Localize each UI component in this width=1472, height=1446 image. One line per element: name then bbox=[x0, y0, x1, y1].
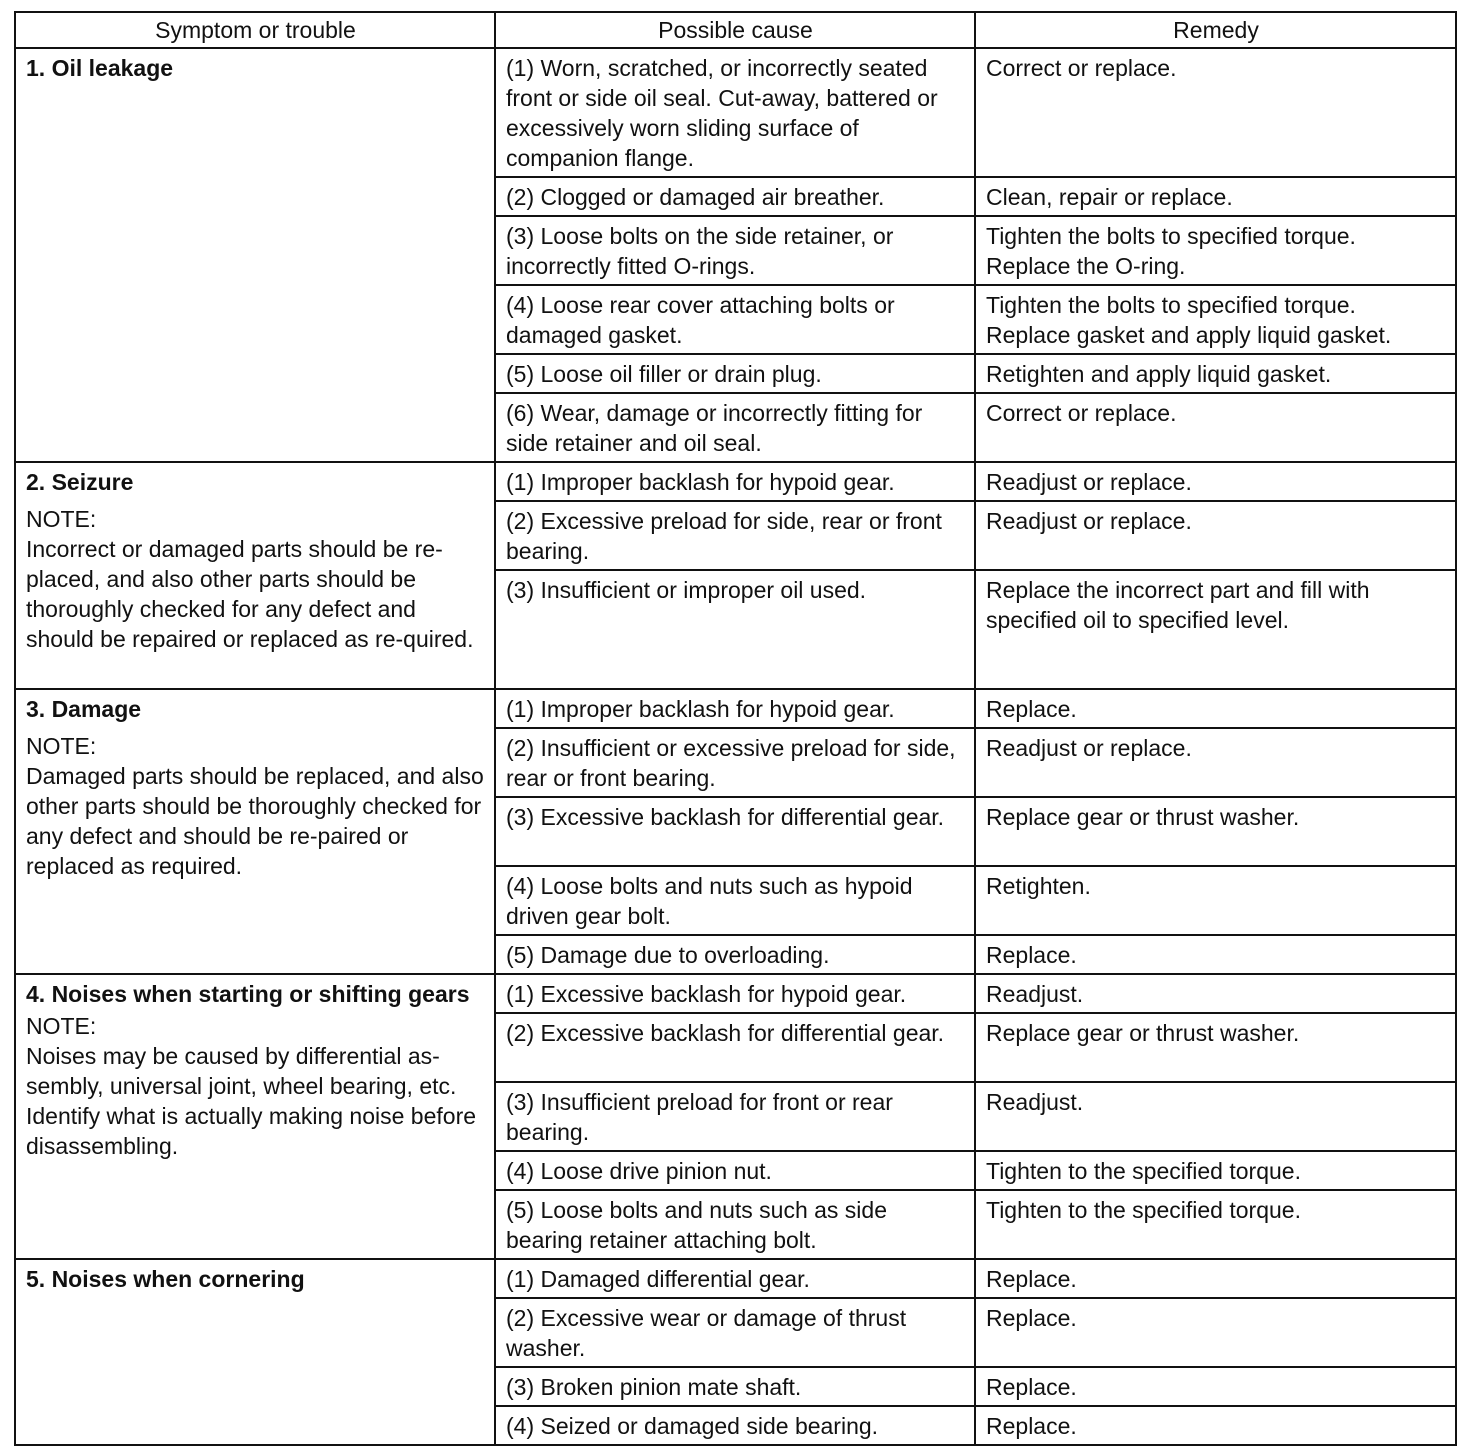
remedy-cell: Tighten the bolts to specified torque. Replace gasket and apply liquid gasket. bbox=[975, 285, 1456, 354]
remedy-cell: Replace the incorrect part and fill with specified oil to specified level. bbox=[975, 570, 1456, 689]
remedy-cell: Readjust. bbox=[975, 1082, 1456, 1151]
cause-cell: (5) Damage due to overloading. bbox=[495, 935, 975, 974]
cause-cell: (2) Insufficient or excessive preload for side, rear or front bearing. bbox=[495, 728, 975, 797]
cause-cell: (6) Wear, damage or incorrectly fitting for side retainer and oil seal. bbox=[495, 393, 975, 462]
table-row bbox=[15, 1259, 1456, 1298]
remedy-cell: Readjust or replace. bbox=[975, 501, 1456, 570]
remedy-cell: Correct or replace. bbox=[975, 393, 1456, 462]
remedy-cell: Replace. bbox=[975, 1367, 1456, 1406]
symptom-cell-oil-leakage bbox=[15, 48, 495, 462]
cause-cell: (1) Worn, scratched, or incorrectly seated front or side oil seal. Cut-away, battered or excessively worn sliding surface of companion flange. bbox=[495, 48, 975, 177]
cause-cell: (3) Insufficient preload for front or rear bearing. bbox=[495, 1082, 975, 1151]
table-row bbox=[15, 48, 1456, 177]
troubleshooting-table-container bbox=[14, 11, 1455, 1446]
cause-cell: (3) Loose bolts on the side retainer, or incorrectly fitted O-rings. bbox=[495, 216, 975, 285]
remedy-cell: Readjust or replace. bbox=[975, 462, 1456, 501]
symptom-cell-noises-cornering bbox=[15, 1259, 495, 1445]
cause-cell: (2) Excessive wear or damage of thrust washer. bbox=[495, 1298, 975, 1367]
symptom-title: 4. Noises when starting or shifting gears bbox=[26, 981, 470, 1007]
table-row bbox=[15, 689, 1456, 728]
remedy-cell: Retighten. bbox=[975, 866, 1456, 935]
cause-cell: (4) Seized or damaged side bearing. bbox=[495, 1406, 975, 1445]
symptom-cell-damage bbox=[15, 689, 495, 974]
note-text: Damaged parts should be replaced, and also other parts should be thoroughly checked for any defect and should be re-paired or replaced as required. bbox=[26, 763, 484, 879]
remedy-cell: Readjust or replace. bbox=[975, 728, 1456, 797]
remedy-cell: Replace gear or thrust washer. bbox=[975, 797, 1456, 866]
note-label: NOTE: bbox=[26, 1013, 97, 1039]
remedy-cell: Replace. bbox=[975, 935, 1456, 974]
remedy-cell: Tighten to the specified torque. bbox=[975, 1151, 1456, 1190]
note-label: NOTE: bbox=[26, 733, 97, 759]
cause-cell: (4) Loose bolts and nuts such as hypoid driven gear bolt. bbox=[495, 866, 975, 935]
remedy-cell: Readjust. bbox=[975, 974, 1456, 1013]
note-label: NOTE: bbox=[26, 506, 97, 532]
cause-cell: (1) Improper backlash for hypoid gear. bbox=[495, 462, 975, 501]
remedy-cell: Replace. bbox=[975, 1298, 1456, 1367]
cause-cell: (4) Loose drive pinion nut. bbox=[495, 1151, 975, 1190]
symptom-cell-seizure bbox=[15, 462, 495, 689]
table-row bbox=[15, 974, 1456, 1013]
symptom-title: 1. Oil leakage bbox=[26, 55, 174, 81]
cause-cell: (5) Loose bolts and nuts such as side bearing retainer attaching bolt. bbox=[495, 1190, 975, 1259]
remedy-cell: Replace. bbox=[975, 689, 1456, 728]
cause-cell: (3) Excessive backlash for differential gear. bbox=[495, 797, 975, 866]
cause-cell: (2) Excessive preload for side, rear or front bearing. bbox=[495, 501, 975, 570]
troubleshooting-table bbox=[14, 11, 1457, 1446]
cause-cell: (1) Damaged differential gear. bbox=[495, 1259, 975, 1298]
remedy-cell: Clean, repair or replace. bbox=[975, 177, 1456, 216]
cause-cell: (2) Clogged or damaged air breather. bbox=[495, 177, 975, 216]
cause-cell: (4) Loose rear cover attaching bolts or damaged gasket. bbox=[495, 285, 975, 354]
remedy-cell: Replace. bbox=[975, 1406, 1456, 1445]
symptom-title: 5. Noises when cornering bbox=[26, 1266, 305, 1292]
remedy-cell: Tighten the bolts to specified torque. Replace the O-ring. bbox=[975, 216, 1456, 285]
cause-cell: (3) Broken pinion mate shaft. bbox=[495, 1367, 975, 1406]
remedy-cell: Replace. bbox=[975, 1259, 1456, 1298]
remedy-cell: Replace gear or thrust washer. bbox=[975, 1013, 1456, 1082]
cause-cell: (3) Insufficient or improper oil used. bbox=[495, 570, 975, 689]
cause-cell: (1) Excessive backlash for hypoid gear. bbox=[495, 974, 975, 1013]
cause-cell: (5) Loose oil filler or drain plug. bbox=[495, 354, 975, 393]
cause-cell: (2) Excessive backlash for differential gear. bbox=[495, 1013, 975, 1082]
cause-cell: (1) Improper backlash for hypoid gear. bbox=[495, 689, 975, 728]
table-row bbox=[15, 462, 1456, 501]
header-row bbox=[15, 12, 1456, 48]
header-remedy: Remedy bbox=[975, 12, 1456, 48]
note-text: Incorrect or damaged parts should be re-placed, and also other parts should be thoroughly checked for any defect and should be repaired or replaced as re-quired. bbox=[26, 536, 474, 652]
symptom-cell-noises-starting bbox=[15, 974, 495, 1259]
note-text: Noises may be caused by differential as-sembly, universal joint, wheel bearing, etc. Identify what is actually making noise before disassembling. bbox=[26, 1043, 477, 1159]
symptom-title: 2. Seizure bbox=[26, 469, 134, 495]
remedy-cell: Tighten to the specified torque. bbox=[975, 1190, 1456, 1259]
remedy-cell: Retighten and apply liquid gasket. bbox=[975, 354, 1456, 393]
header-cause: Possible cause bbox=[495, 12, 975, 48]
header-symptom: Symptom or trouble bbox=[15, 12, 495, 48]
remedy-cell: Correct or replace. bbox=[975, 48, 1456, 177]
symptom-title: 3. Damage bbox=[26, 696, 142, 722]
